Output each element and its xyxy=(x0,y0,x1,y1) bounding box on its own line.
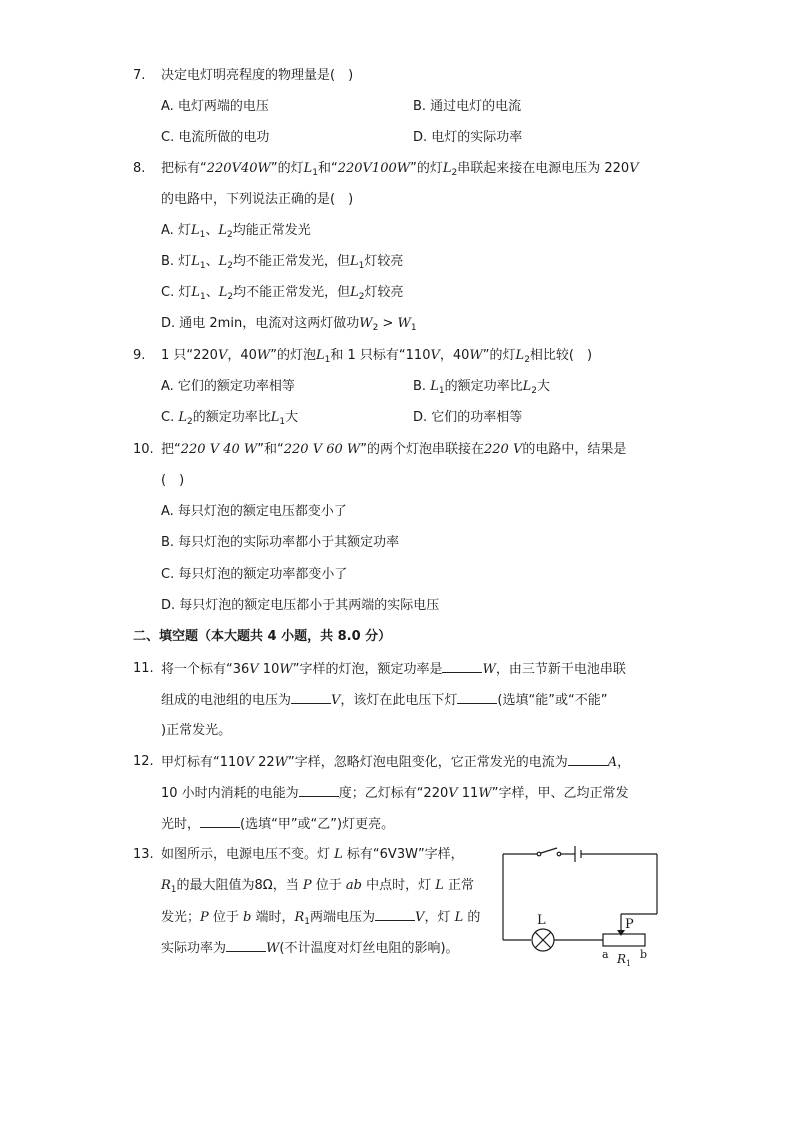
q13-stem-line4: 实际功率为 W(不计温度对灯丝电阻的影响)。 xyxy=(161,941,459,956)
q11-stem: 将一个标有“36V 10W”字样的灯泡，额定功率是 W，由三节新干电池串联 xyxy=(161,662,626,677)
lamp-label: L xyxy=(537,913,546,928)
q13-stem-line2: $R_1$的最大阻值为8Ω，当 P 位于 ab 中点时，灯 L 正常 xyxy=(161,878,475,895)
answer-blank[interactable] xyxy=(457,691,497,704)
answer-blank[interactable] xyxy=(291,691,331,704)
q11-stem-line3: )正常发光。 xyxy=(161,723,232,738)
answer-blank[interactable] xyxy=(568,753,608,766)
q7-option-d: D. 电灯的实际功率 xyxy=(413,130,523,145)
q7-option-c: C. 电流所做的电功 xyxy=(161,130,270,145)
q13-number: 13. xyxy=(133,847,154,862)
q10-stem: 把“220 V 40 W”和“220 V 60 W”的两个灯泡串联接在220 V的电路中，结果是 xyxy=(161,442,627,457)
q11-stem-line2: 组成的电池组的电压为 V，该灯在此电压下灯 (选填“能”或“不能” xyxy=(161,693,608,708)
answer-blank[interactable] xyxy=(226,939,266,952)
switch-contact-left xyxy=(537,852,541,856)
resistor-end-a-label: a xyxy=(602,948,609,961)
resistor-label: $R_1$ xyxy=(617,952,632,968)
q8-option-a: A. 灯$L_1$、$L_2$均能正常发光 xyxy=(161,223,311,240)
answer-blank[interactable] xyxy=(299,784,339,797)
q10-option-a: A. 每只灯泡的额定电压都变小了 xyxy=(161,504,347,519)
q9-option-b: B. $L_1$的额定功率比$L_2$大 xyxy=(413,379,550,396)
q12-number: 12. xyxy=(133,754,154,769)
resistor-subscript: 1 xyxy=(626,959,632,968)
switch-lever xyxy=(541,848,557,853)
q10-number: 10. xyxy=(133,442,154,457)
q7-stem: 决定电灯明亮程度的物理量是( ) xyxy=(161,68,354,83)
q13-stem: 如图所示，电源电压不变。灯 L 标有“6V3W”字样， xyxy=(161,847,464,862)
q9-option-c: C. $L_2$的额定功率比$L_1$大 xyxy=(161,410,299,427)
q7-number: 7. xyxy=(133,68,146,83)
q8-option-d: D. 通电 2min，电流对这两灯做功$W_2 > W_1$ xyxy=(161,316,417,333)
q12-stem-line3: 光时， (选填“甲”或“乙”)灯更亮。 xyxy=(161,817,395,832)
q7-option-a: A. 电灯两端的电压 xyxy=(161,99,269,114)
q10-option-d: D. 每只灯泡的额定电压都小于其两端的实际电压 xyxy=(161,598,440,613)
answer-blank[interactable] xyxy=(442,660,482,673)
resistor-end-b-label: b xyxy=(640,948,648,961)
q12-stem-line2: 10 小时内消耗的电能为 度；乙灯标有“220V 11W”字样，甲、乙均正常发 xyxy=(161,786,629,801)
q10-option-b: B. 每只灯泡的实际功率都小于其额定功率 xyxy=(161,535,400,550)
q9-number: 9. xyxy=(133,348,146,363)
q11-number: 11. xyxy=(133,661,154,676)
answer-blank[interactable] xyxy=(200,815,240,828)
q10-option-c: C. 每只灯泡的额定功率都变小了 xyxy=(161,567,348,582)
q9-option-a: A. 它们的额定功率相等 xyxy=(161,379,295,394)
circuit-diagram xyxy=(495,840,665,970)
q13-stem-line3: 发光；P 位于 b 端时，$R_1$两端电压为 V，灯 L 的 xyxy=(161,910,481,927)
resistor-body xyxy=(603,934,645,946)
q8-stem-line2: 的电路中，下列说法正确的是( ) xyxy=(161,192,354,207)
q8-option-c: C. 灯$L_1$、$L_2$均不能正常发光，但$L_2$灯较亮 xyxy=(161,285,404,302)
q8-number: 8. xyxy=(133,161,146,176)
q8-option-b: B. 灯$L_1$、$L_2$均不能正常发光，但$L_1$灯较亮 xyxy=(161,254,404,271)
q10-stem-line2: ( ) xyxy=(161,473,185,488)
answer-blank[interactable] xyxy=(375,908,415,921)
slider-label: P xyxy=(625,917,634,932)
switch-contact-right xyxy=(557,852,561,856)
slider-arrow-icon xyxy=(617,930,625,936)
q7-option-b: B. 通过电灯的电流 xyxy=(413,99,522,114)
section-heading: 二、填空题（本大题共 4 小题，共 8.0 分） xyxy=(133,629,392,644)
q9-stem: 1 只“220V，40W”的灯泡$L_1$和 1 只标有“110V，40W”的灯$L_2$相比较( ) xyxy=(161,348,593,365)
q12-stem: 甲灯标有“110V 22W”字样，忽略灯泡电阻变化，它正常发光的电流为 A， xyxy=(161,755,631,770)
q9-option-d: D. 它们的功率相等 xyxy=(413,410,523,425)
q8-stem: 把标有“220V40W”的灯$L_1$和“220V100W”的灯$L_2$串联起来接在电源电压为 220V xyxy=(161,161,639,178)
